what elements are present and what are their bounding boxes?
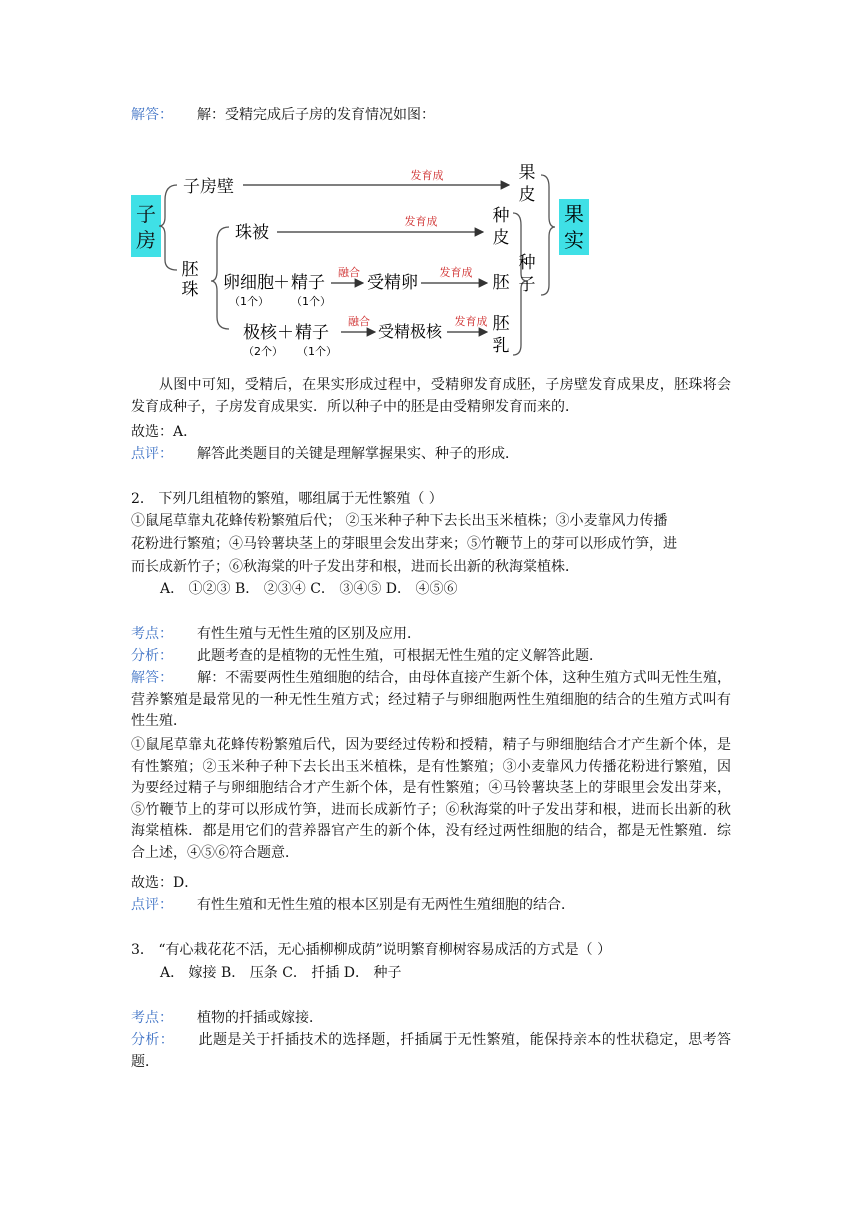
q2-options: A． ①②③ B． ②③④ C． ③④⑤ D． ④⑤⑥: [160, 581, 458, 597]
count-luanxibao: （1个）: [229, 295, 269, 308]
fusion-label-2: 融合: [348, 315, 370, 328]
comment-label-q2: 点评：: [131, 897, 173, 913]
zhubei-label: 珠被: [235, 223, 269, 243]
count-jingzi-1: （1个）: [291, 295, 331, 308]
pei-label: 胚: [492, 273, 510, 293]
q2-line-3: 而长成新竹子；⑥秋海棠的叶子发出芽和根，进而长出新的秋海棠植株．: [131, 559, 579, 575]
q3-stem: 3． “有心栽花花不活，无心插柳柳成荫”说明繁育柳树容易成活的方式是（ ）: [131, 942, 612, 958]
develop-label-3: 发育成: [439, 266, 473, 279]
q2-answer: 解：不需要两性生殖细胞的结合，由母体直接产生新个体，这种生殖方式叫无性生殖，营养繁殖是最常见的一种无性生殖方式；经过精子与卵细胞两性生殖细胞的结合的生殖方式叫有性生殖．: [131, 670, 732, 729]
q2-comment-line: [131, 895, 575, 915]
ovary-development-diagram: [131, 155, 591, 360]
peiru-char-2: 乳: [492, 336, 510, 356]
section1-comment: 解答此类题目的关键是理解掌握果实、种子的形成．: [197, 446, 519, 462]
fusion-label-1: 融合: [338, 266, 360, 279]
q3-fenxi-block: [131, 1030, 731, 1073]
guoshi-char-2: 实: [564, 228, 584, 252]
q3-options: A． 嫁接 B． 压条 C． 扦插 D． 种子: [160, 965, 402, 981]
guopi-char-1: 果: [518, 163, 536, 183]
develop-label-4: 发育成: [454, 315, 488, 328]
fenxi-label-q3: 分析：: [131, 1032, 175, 1048]
fenxi-label: 分析：: [131, 648, 173, 664]
jihe-label: 极核: [243, 323, 277, 343]
section1-comment-line: [131, 444, 519, 464]
zhongzi-char-2: 子: [518, 275, 536, 295]
shoujingluan-label: 受精卵: [367, 273, 418, 293]
jingzi-label-2: 精子: [295, 323, 329, 343]
zhongpi-char-2: 皮: [492, 228, 510, 248]
develop-label-2: 发育成: [404, 215, 438, 228]
zifangbi-label: 子房壁: [183, 177, 234, 197]
q2-kaodian-line: [131, 624, 421, 644]
q2-choice: 故选：D．: [131, 875, 199, 891]
comment-label: 点评：: [131, 446, 173, 462]
q3-kaodian-line: [131, 1008, 323, 1028]
q2-analysis: ①鼠尾草靠丸花蜂传粉繁殖后代，因为要经过传粉和授精，精子与卵细胞结合才产生新个体，是有性繁殖；②玉米种子种下去长出玉米植株，是有性繁殖；③小麦靠风力传播花粉进行繁殖，因为要经过精子与卵细胞结合才产生新个体，是有性繁殖；④马铃薯块茎上的芽眼里会发出芽来，⑤竹鞭节上的芽可以形成竹笋，进而长成新竹子；⑥秋海棠的叶子发出芽和根，进而长出新的秋海棠植株．都是用它们的营养器官产生的新个体，没有经过两性细胞的结合，都是无性繁殖．综合上述，④⑤⑥符合题意．: [131, 737, 731, 861]
q2-fenxi: 此题考查的是植物的无性生殖，可根据无性生殖的定义解答此题．: [197, 648, 603, 664]
answer-label-q2: 解答：: [131, 670, 174, 686]
peizhu-char-2: 珠: [181, 280, 199, 300]
answer-intro-text: 解：受精完成后子房的发育情况如图：: [197, 107, 435, 123]
q2-stem: 2． 下列几组植物的繁殖，哪组属于无性繁殖（ ）: [131, 491, 443, 507]
q2-line-1: ①鼠尾草靠丸花蜂传粉繁殖后代； ②玉米种子种下去长出玉米植株；③小麦靠风力传播: [131, 513, 668, 529]
guoshi-char-1: 果: [564, 202, 584, 226]
count-jingzi-2: （1个）: [297, 345, 337, 358]
zhongpi-char-1: 种: [492, 206, 510, 226]
count-jihe: （2个）: [243, 345, 283, 358]
kaodian-label-q3: 考点：: [131, 1010, 173, 1026]
answer-label: 解答：: [131, 107, 173, 123]
q2-fenxi-line: [131, 646, 603, 666]
q2-line-2: 花粉进行繁殖；④马铃薯块茎上的芽眼里会发出芽来；⑤竹鞭节上的芽可以形成竹笋，进: [131, 536, 677, 552]
kaodian-label: 考点：: [131, 626, 173, 642]
jingzi-label-1: 精子: [291, 273, 325, 293]
q2-kaodian: 有性生殖与无性生殖的区别及应用．: [197, 626, 421, 642]
q3-fenxi: 此题是关于扦插技术的选择题，扦插属于无性繁殖，能保持亲本的性状稳定，思考答题．: [131, 1032, 732, 1070]
peizhu-char-1: 胚: [181, 260, 199, 280]
shoujingjihe-label: 受精极核: [378, 322, 443, 341]
zifang-char-2: 房: [136, 228, 156, 252]
brace-fruit: [541, 175, 555, 295]
zhongzi-char-1: 种: [518, 253, 536, 273]
section1-explanation: 从图中可知，受精后，在果实形成过程中，受精卵发育成胚，子房壁发育成果皮，胚珠将会发育成种子，子房发育成果实．所以种子中的胚是由受精卵发育而来的．: [131, 377, 731, 415]
brace-ovary: [159, 185, 177, 270]
zifang-char-1: 子: [136, 202, 156, 226]
plus-2: ＋: [277, 323, 294, 343]
q2-comment: 有性生殖和无性生殖的根本区别是有无两性生殖细胞的结合．: [197, 897, 575, 913]
luanxibao-label: 卵细胞: [223, 273, 274, 293]
guopi-char-2: 皮: [518, 185, 536, 205]
q2-answer-block: [131, 668, 731, 733]
q3-kaodian: 植物的扦插或嫁接．: [197, 1010, 323, 1026]
answer-intro-line: [131, 105, 435, 125]
peiru-char-1: 胚: [492, 314, 510, 334]
section1-choice: 故选：A．: [131, 424, 198, 440]
plus-1: ＋: [273, 273, 290, 293]
develop-label-1: 发育成: [410, 169, 444, 182]
